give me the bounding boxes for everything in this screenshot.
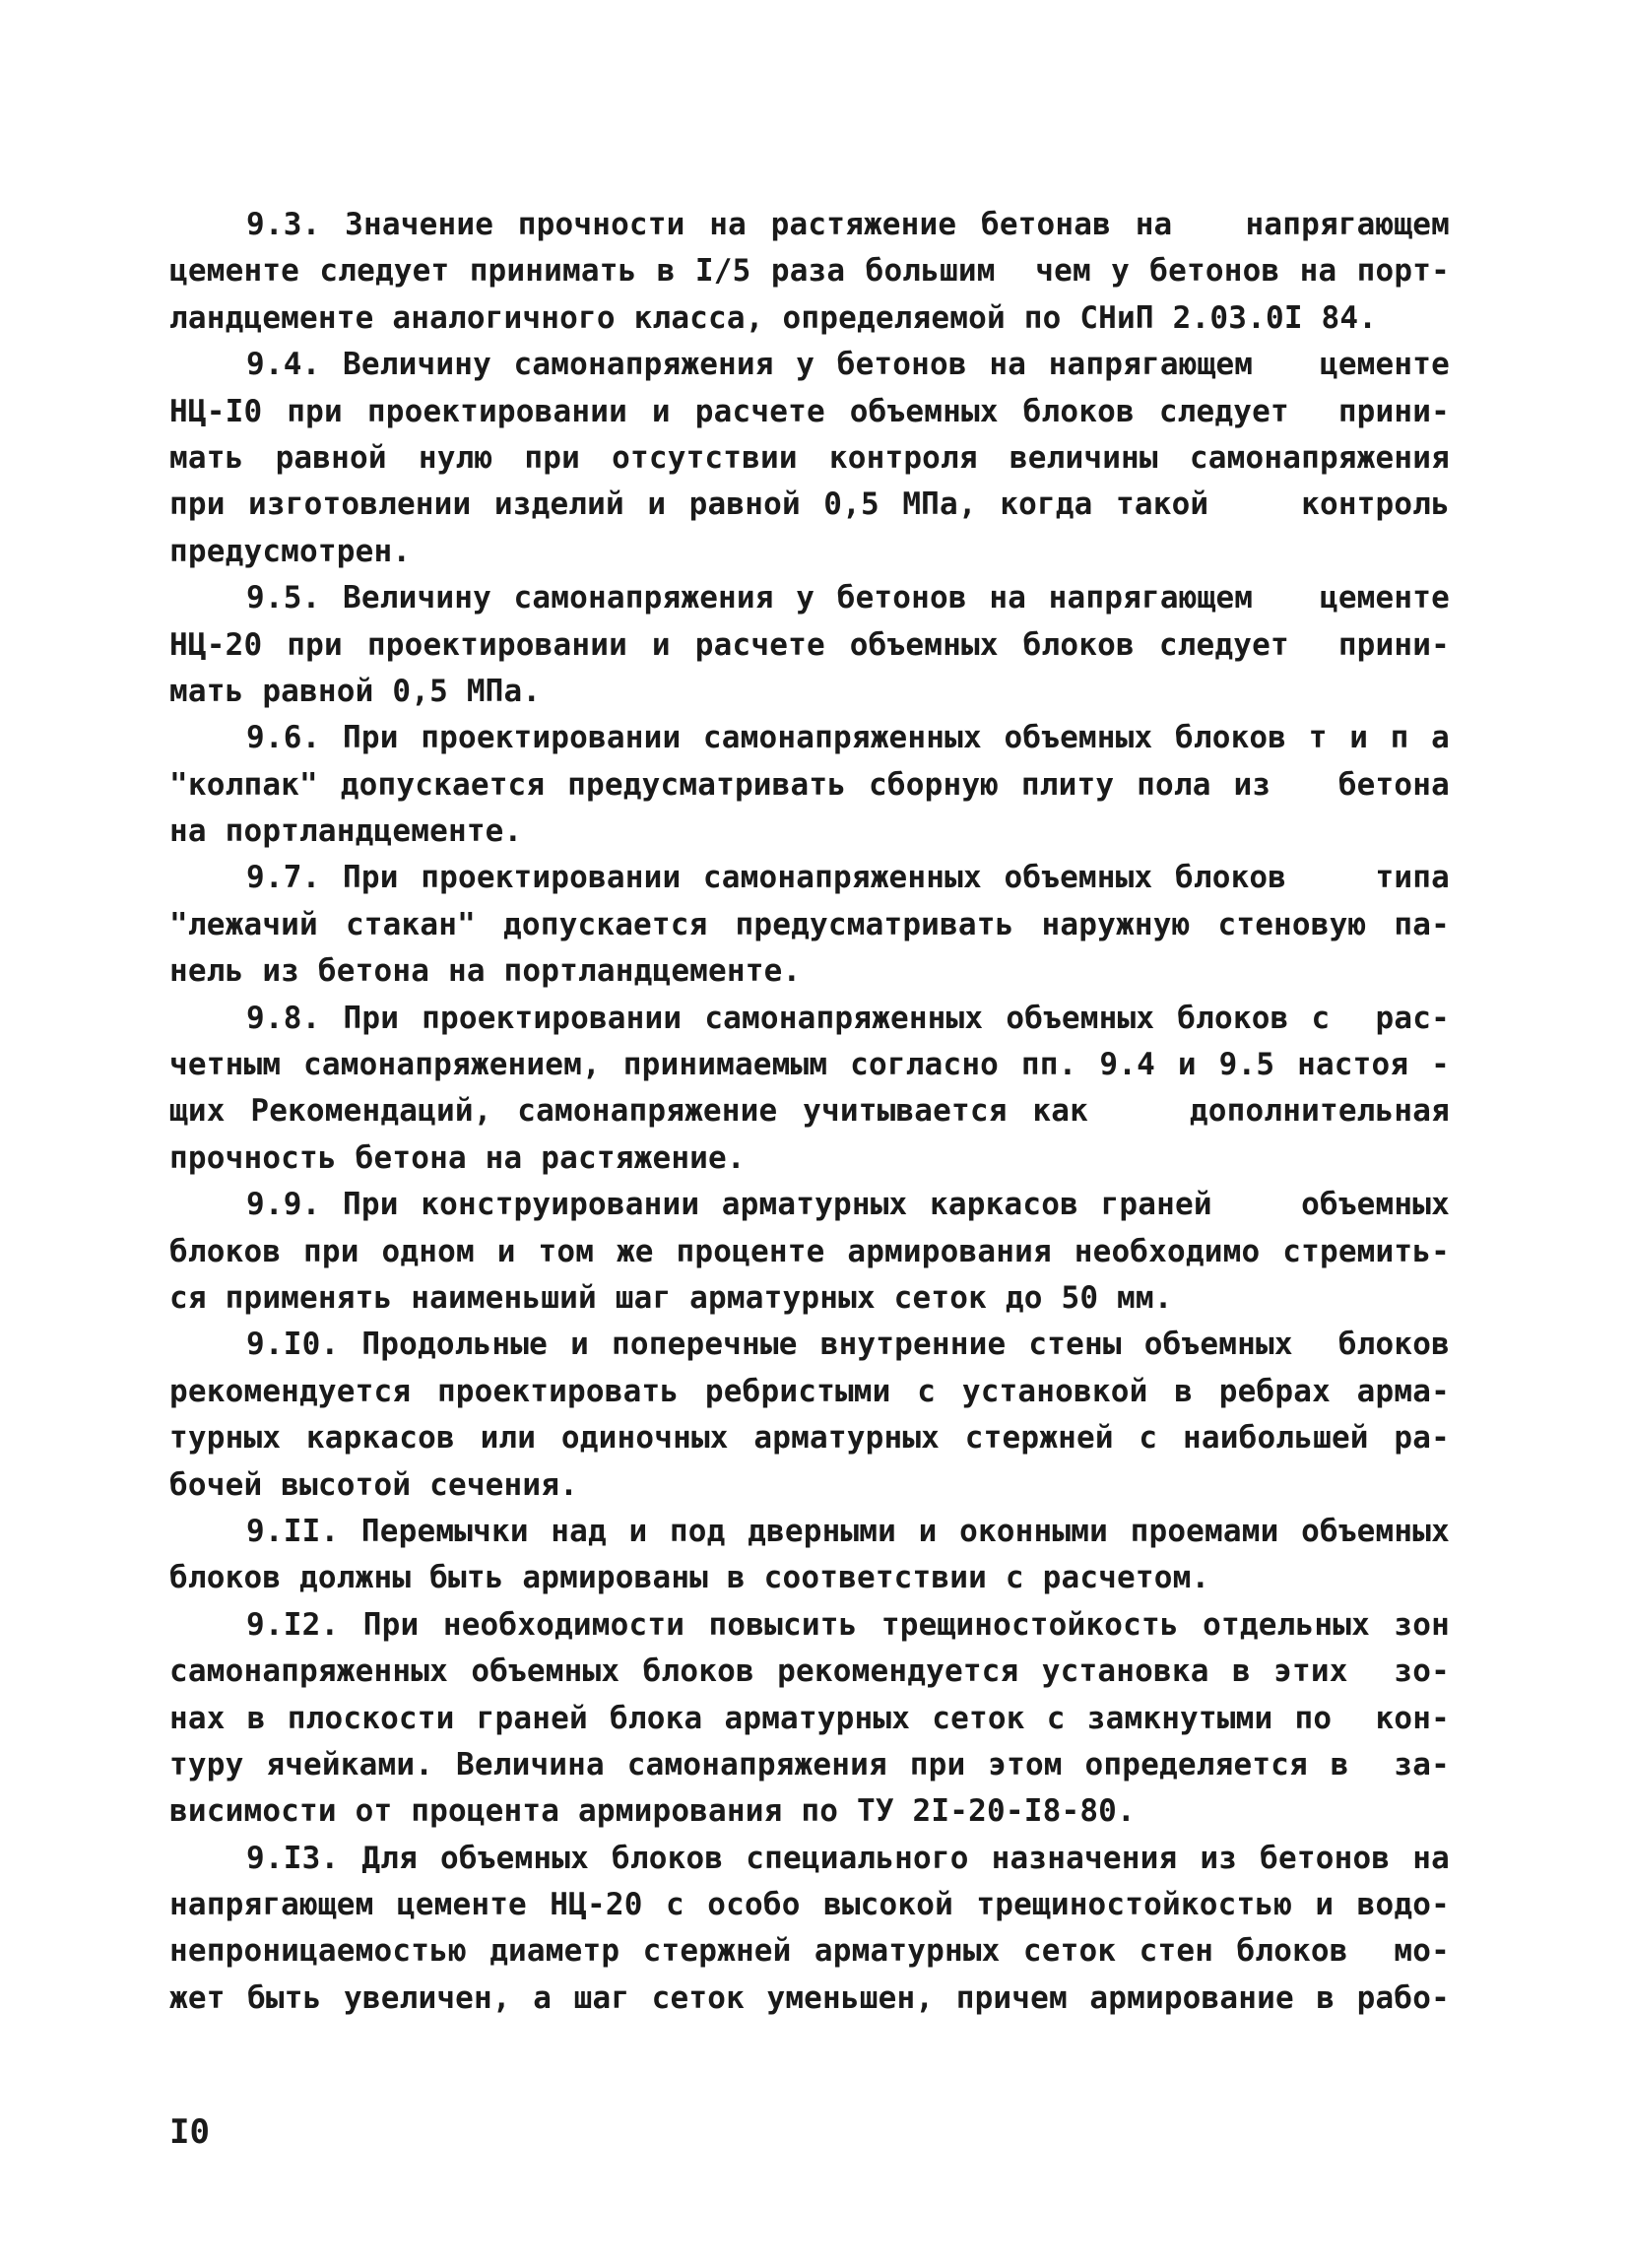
page-number: I0 [169, 2112, 210, 2152]
text-line: нах в плоскости граней блока арматурных сеток с замкнутыми по кон- [169, 1700, 1450, 1736]
text-line: 9.4. Величину самонапряжения у бетонов на напрягающем цементе [246, 347, 1450, 383]
text-line: прочность бетона на растяжение. [169, 1139, 746, 1176]
text-line: висимости от процента армирования по ТУ 2I-20-I8-80. [169, 1793, 1136, 1830]
text-line: блоков при одном и том же проценте армирования необходимо стремить- [169, 1233, 1450, 1269]
text-line: 9.3. Значение прочности на растяжение бетонав на напрягающем [246, 207, 1450, 242]
text-line: мать равной нулю при отсутствии контроля величины самонапряжения [169, 439, 1450, 476]
text-line: 9.8. При проектировании самонапряженных объемных блоков с рас- [246, 1000, 1450, 1036]
text-line: "колпак" допускается предусматривать сборную плиту пола из бетона [169, 766, 1450, 803]
text-line: туру ячейками. Величина самонапряжения при этом определяется в за- [169, 1746, 1450, 1782]
text-line: НЦ-I0 при проектировании и расчете объемных блоков следует прини- [169, 393, 1450, 429]
text-line: напрягающем цементе НЦ-20 с особо высокой трещиностойкостью и водо- [169, 1887, 1450, 1923]
text-line: жет быть увеличен, а шаг сеток уменьшен, причем армирование в рабо- [169, 1979, 1450, 2016]
text-line: предусмотрен. [169, 533, 412, 569]
text-line: ландцементе аналогичного класса, определяемой по СНиП 2.03.0I 84. [169, 299, 1378, 336]
text-line: рекомендуется проектировать ребристыми с установкой в ребрах арма- [169, 1373, 1450, 1409]
text-line: НЦ-20 при проектировании и расчете объемных блоков следует прини- [169, 626, 1450, 663]
document-body [169, 202, 1450, 2022]
text-line: 9.I3. Для объемных блоков специального назначения из бетонов на [246, 1840, 1450, 1876]
text-line: щих Рекомендаций, самонапряжение учитывается как дополнительная [169, 1093, 1450, 1130]
text-line: четным самонапряжением, принимаемым согласно пп. 9.4 и 9.5 настоя - [169, 1047, 1450, 1083]
text-line: цементе следует принимать в I/5 раза большим чем у бетонов на порт- [169, 253, 1450, 290]
text-line: бочей высотой сечения. [169, 1466, 578, 1503]
text-line: 9.5. Величину самонапряжения у бетонов на напрягающем цементе [246, 580, 1450, 616]
text-line: турных каркасов или одиночных арматурных стержней с наибольшей ра- [169, 1420, 1450, 1457]
text-line: самонапряженных объемных блоков рекомендуется установка в этих зо- [169, 1653, 1450, 1690]
text-line: 9.II. Перемычки над и под дверными и оконными проемами объемных [246, 1513, 1450, 1549]
text-line: мать равной 0,5 МПа. [169, 673, 542, 709]
text-line: "лежачий стакан" допускается предусматривать наружную стеновую па- [169, 906, 1450, 942]
text-line: 9.6. При проектировании самонапряженных объемных блоков т и п а [246, 720, 1450, 756]
text-line: ся применять наименьший шаг арматурных сеток до 50 мм. [169, 1279, 1173, 1316]
text-line: блоков должны быть армированы в соответствии с расчетом. [169, 1560, 1210, 1596]
text-line: 9.9. При конструировании арматурных каркасов граней объемных [246, 1187, 1450, 1223]
text-line: на портландцементе. [169, 813, 523, 850]
text-line: 9.I0. Продольные и поперечные внутренние стены объемных блоков [246, 1327, 1450, 1363]
text-line: 9.I2. При необходимости повысить трещиностойкость отдельных зон [246, 1606, 1450, 1643]
text-line: непроницаемостью диаметр стержней арматурных сеток стен блоков мо- [169, 1933, 1450, 1970]
text-line: 9.7. При проектировании самонапряженных объемных блоков типа [246, 860, 1450, 896]
text-line: при изготовлении изделий и равной 0,5 МПа, когда такой контроль [169, 486, 1450, 523]
text-line: нель из бетона на портландцементе. [169, 953, 802, 990]
